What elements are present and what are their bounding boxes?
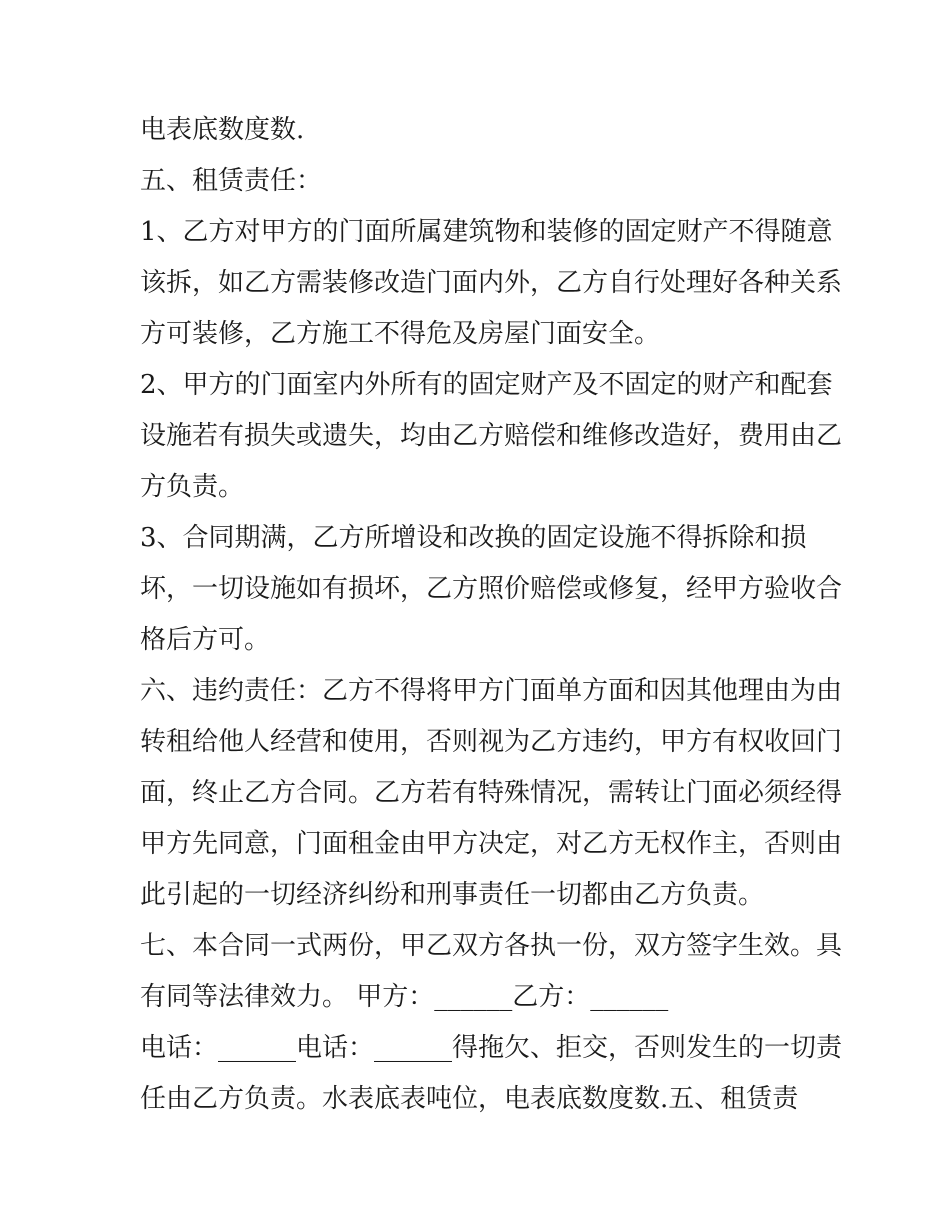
text-line: 此引起的一切经济纠纷和刑事责任一切都由乙方负责。 — [140, 880, 765, 910]
section-heading: 五、租赁责任： — [140, 166, 323, 196]
signature-line: 有同等法律效力。 甲方：______乙方：______ — [140, 982, 669, 1012]
text-line: 电表底数度数. — [140, 115, 305, 145]
phone-line: 电话：______电话：______得拖欠、拒交，否则发生的一切责 — [140, 1033, 843, 1063]
text-line: 面，终止乙方合同。乙方若有特殊情况，需转让门面必须经得 — [140, 778, 843, 808]
text-line: 方可装修，乙方施工不得危及房屋门面安全。 — [140, 319, 661, 349]
text-line: 设施若有损失或遗失，均由乙方赔偿和维修改造好，费用由乙 — [140, 421, 843, 451]
text-line: 1、乙方对甲方的门面所属建筑物和装修的固定财产不得随意 — [140, 217, 833, 247]
text-line: 坏，一切设施如有损坏，乙方照价赔偿或修复，经甲方验收合 — [140, 574, 843, 604]
text-line: 3、合同期满，乙方所增设和改换的固定设施不得拆除和损 — [140, 523, 807, 553]
text-line: 甲方先同意，门面租金由甲方决定，对乙方无权作主，否则由 — [140, 829, 843, 859]
text-line: 2、甲方的门面室内外所有的固定财产及不固定的财产和配套 — [140, 370, 833, 400]
section-heading: 六、违约责任：乙方不得将甲方门面单方面和因其他理由为由 — [140, 676, 843, 706]
text-line: 任由乙方负责。水表底表吨位，电表底数度数.五、租赁责 — [140, 1084, 799, 1114]
text-line: 格后方可。 — [140, 625, 271, 655]
text-line: 该拆，如乙方需装修改造门面内外，乙方自行处理好各种关系 — [140, 268, 843, 298]
text-line: 转租给他人经营和使用，否则视为乙方违约，甲方有权收回门 — [140, 727, 843, 757]
text-line: 方负责。 — [140, 472, 245, 502]
section-heading: 七、本合同一式两份，甲乙双方各执一份，双方签字生效。具 — [140, 931, 843, 961]
